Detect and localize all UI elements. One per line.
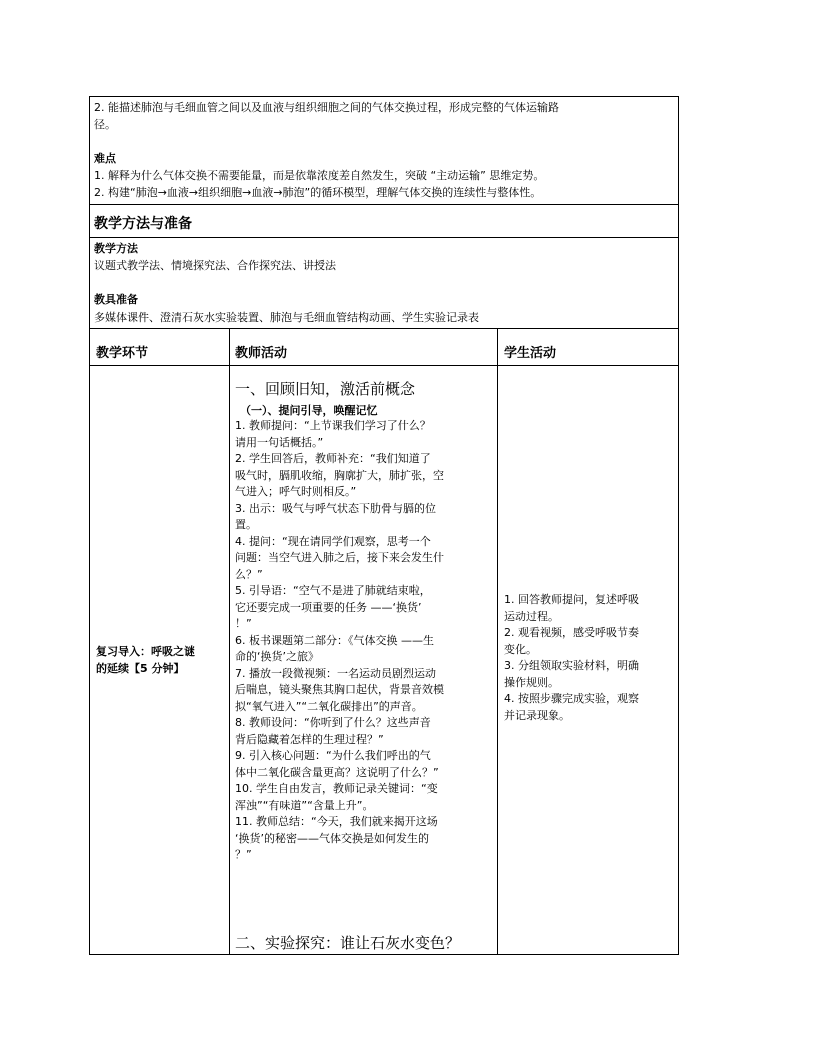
stage-line-2: 的延续【5 分钟】 <box>96 661 185 675</box>
student-line: 运动过程。 <box>504 609 559 623</box>
student-line: 变化。 <box>504 642 537 656</box>
column-divider <box>497 328 498 954</box>
methods-section-title: 教学方法与准备 <box>94 216 192 232</box>
teacher-step-line: ‘换货’的秘密——气体交换是如何发生的 <box>235 831 429 845</box>
student-line: 2. 观看视频，感受呼吸节奏 <box>504 626 639 639</box>
table-bottom-border <box>89 954 679 955</box>
teacher-step-line: 4. 提问：“现在请同学们观察，思考一个 <box>235 534 431 548</box>
tools-text: 多媒体课件、澄清石灰水实验装置、肺泡与毛细血管结构动画、学生实验记录表 <box>94 311 479 324</box>
teacher-step-line: 8. 教师设问：“你听到了什么？这些声音 <box>235 716 431 729</box>
teacher-step-line: 10. 学生自由发言，教师记录关键词：“变 <box>235 782 438 795</box>
teacher-step-line: 9. 引入核心问题：“为什么我们呼出的气 <box>235 749 431 762</box>
focus-item-2-line-2: 径。 <box>94 118 116 131</box>
teacher-step-line: 拟“氧气进入”“二氧化碳排出”的声音。 <box>235 699 423 713</box>
header-row-divider <box>89 365 679 366</box>
header-teacher: 教师活动 <box>235 346 288 361</box>
teacher-part1-subtitle: （一）、提问引导，唤醒记忆 <box>240 404 378 417</box>
teacher-step-line: 命的‘换货’之旅》 <box>235 650 319 663</box>
rule <box>89 96 679 97</box>
teacher-step-line: 置。 <box>235 518 257 531</box>
student-line: 操作规则。 <box>504 675 559 689</box>
teacher-step-line: 么？” <box>235 567 263 581</box>
teacher-step-line: 请用一句话概括。” <box>235 435 324 449</box>
header-student: 学生活动 <box>504 346 557 361</box>
teacher-step-line: 6. 板书课题第二部分：《气体交换 ——生 <box>235 633 434 647</box>
student-line: 3. 分组领取实验材料，明确 <box>504 659 639 672</box>
difficulty-item-1: 1. 解释为什么气体交换不需要能量，而是依靠浓度差自然发生，突破 “主动运输” 思维定势。 <box>94 169 545 182</box>
teacher-part1-title: 一、回顾旧知，激活前概念 <box>235 380 416 398</box>
focus-item-2-line-1: 2. 能描述肺泡与毛细血管之间以及血液与组织细胞之间的气体交换过程，形成完整的气体运输路 <box>94 101 559 114</box>
teacher-step-line: 5. 引导语：“空气不是进了肺就结束啦， <box>235 584 431 597</box>
teacher-steps <box>235 418 444 864</box>
rule <box>89 237 679 238</box>
column-divider <box>229 328 230 954</box>
teacher-step-line: ？” <box>235 848 252 861</box>
teacher-step-line: 吸气时，膈肌收缩，胸廓扩大，肺扩张，空 <box>235 468 444 482</box>
difficulty-item-2: 2. 构建“肺泡→血液→组织细胞→血液→肺泡”的循环模型，理解气体交换的连续性与整体性。 <box>94 186 542 199</box>
teacher-step-line: 气进入；呼气时则相反。” <box>235 485 357 498</box>
teacher-step-line: 它还要完成一项重要的任务 ——‘换货’ <box>235 600 422 614</box>
teacher-step-line: 7. 播放一段微视频：一名运动员剧烈运动 <box>235 666 436 680</box>
teacher-step-line: 11. 教师总结：“今天，我们就来揭开这场 <box>235 815 438 828</box>
student-cell <box>504 592 639 724</box>
student-line: 并记录现象。 <box>504 708 570 722</box>
method-text: 议题式教学法、情境探究法、合作探究法、讲授法 <box>94 259 336 272</box>
teacher-step-line: 3. 出示：吸气与呼气状态下肋骨与膈的位 <box>235 501 436 515</box>
difficulty-heading: 难点 <box>94 152 116 165</box>
student-line: 1. 回答教师提问，复述呼吸 <box>504 593 639 606</box>
header-stage: 教学环节 <box>96 346 149 361</box>
stage-cell <box>96 644 195 677</box>
teacher-step-line: 1. 教师提问：“上节课我们学习了什么？ <box>235 419 431 432</box>
teacher-step-line: ！” <box>235 617 252 630</box>
stage-line-1: 复习导入：呼吸之谜 <box>96 645 195 658</box>
teacher-step-line: 体中二氧化碳含量更高？这说明了什么？” <box>235 765 439 779</box>
student-line: 4. 按照步骤完成实验，观察 <box>504 692 639 705</box>
method-heading: 教学方法 <box>94 242 138 255</box>
teacher-step-line: 背后隐藏着怎样的生理过程？” <box>235 732 384 746</box>
teacher-step-line: 2. 学生回答后，教师补充：“我们知道了 <box>235 452 431 465</box>
teacher-step-line: 问题：当空气进入肺之后，接下来会发生什 <box>235 551 444 564</box>
teacher-step-line: 浑浊”“有味道”“含量上升”。 <box>235 798 374 812</box>
tools-heading: 教具准备 <box>94 293 138 306</box>
teacher-part2-title: 二、实验探究：谁让石灰水变色？ <box>235 934 461 952</box>
teacher-step-line: 后喘息，镜头聚焦其胸口起伏，背景音效模 <box>235 683 444 696</box>
